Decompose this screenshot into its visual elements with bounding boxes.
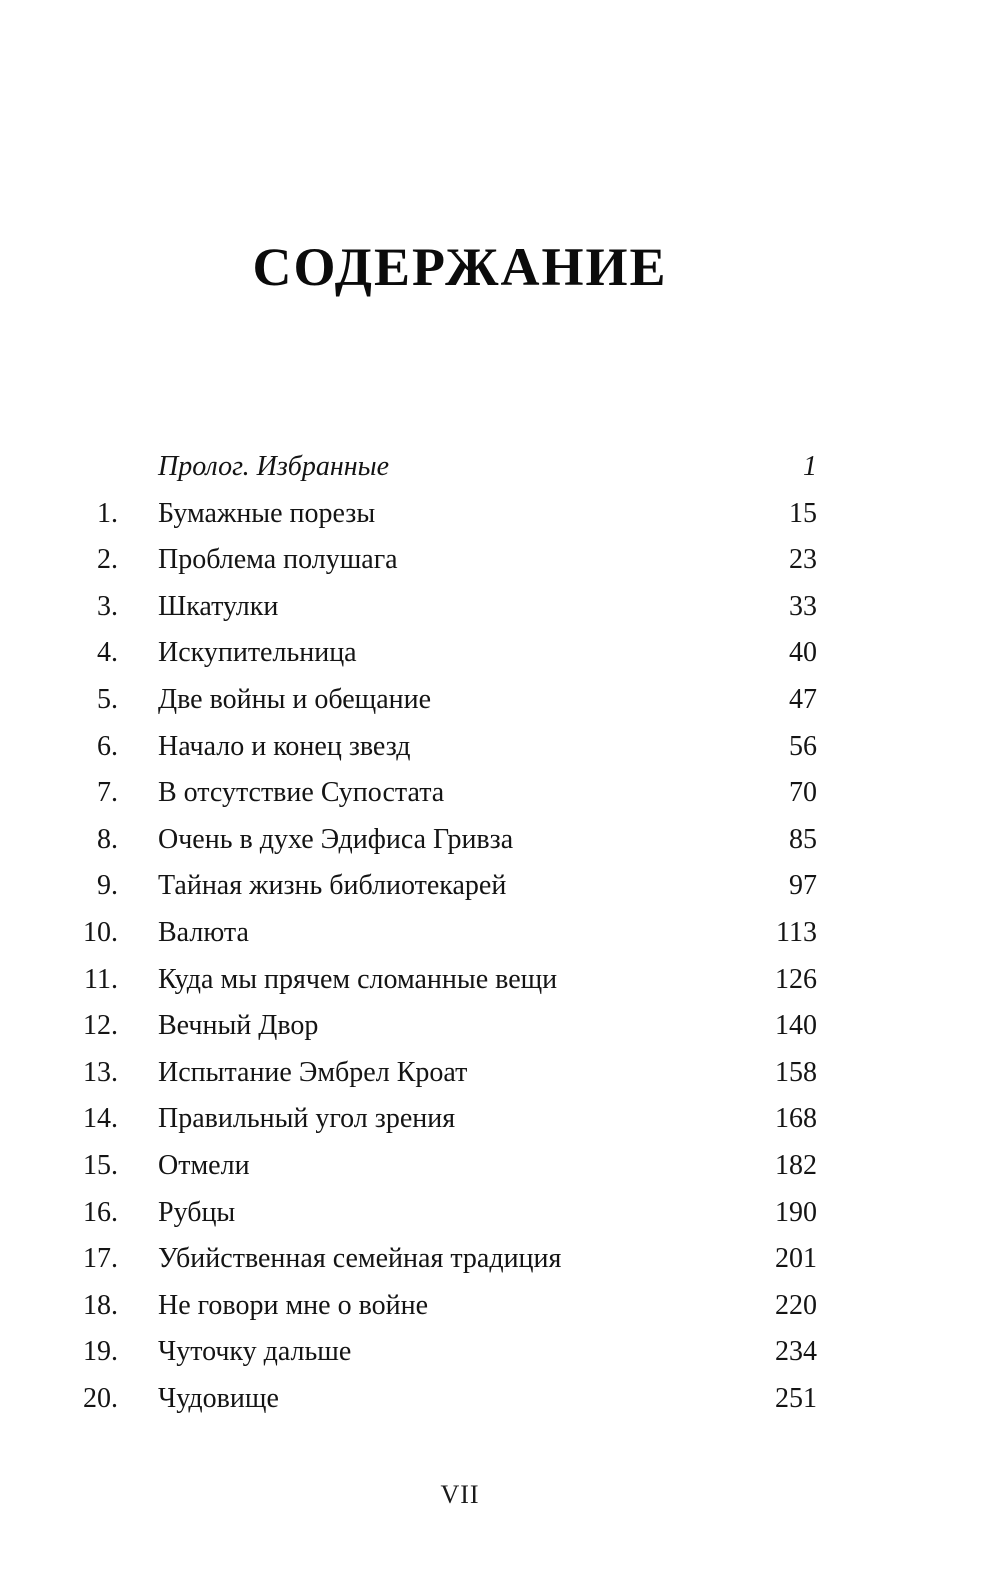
toc-row xyxy=(0,677,1000,724)
toc-chapter-number: 10. xyxy=(83,916,118,948)
toc-chapter-number: 2. xyxy=(97,544,118,576)
toc-chapter-title: Проблема полушага xyxy=(158,544,398,576)
toc-chapter-title: Очень в духе Эдифиса Гривза xyxy=(158,823,514,855)
toc-row xyxy=(0,910,1000,957)
toc-chapter-title: Куда мы прячем сломанные вещи xyxy=(158,963,558,995)
toc-row xyxy=(0,491,1000,538)
toc-chapter-title: Убийственная семейная традиция xyxy=(158,1243,562,1275)
toc-page-number: 15 xyxy=(789,497,817,529)
toc-chapter-title: Не говори мне о войне xyxy=(158,1289,429,1321)
toc-page-number: 70 xyxy=(789,777,817,809)
toc-chapter-title: Начало и конец звезд xyxy=(158,730,411,762)
toc-page-number: 182 xyxy=(775,1149,817,1181)
toc-chapter-number: 9. xyxy=(97,870,118,902)
toc-chapter-number: 5. xyxy=(97,683,118,715)
toc-page-number: 56 xyxy=(789,730,817,762)
toc-row xyxy=(0,817,1000,864)
toc-chapter-number: 8. xyxy=(97,823,118,855)
toc-page-number: 220 xyxy=(775,1289,817,1321)
page-folio: VII xyxy=(440,1480,480,1509)
page-title: СОДЕРЖАНИЕ xyxy=(252,237,668,297)
table-of-contents xyxy=(0,444,1000,1422)
toc-page-number: 33 xyxy=(789,590,817,622)
toc-chapter-number: 18. xyxy=(83,1289,118,1321)
toc-page-number: 234 xyxy=(775,1336,817,1368)
toc-row xyxy=(0,1050,1000,1097)
toc-chapter-number: 20. xyxy=(83,1382,118,1414)
toc-chapter-number: 4. xyxy=(97,637,118,669)
toc-chapter-title: Пролог. Избранные xyxy=(158,451,390,482)
toc-row xyxy=(0,1143,1000,1190)
toc-page-number: 1 xyxy=(803,451,817,482)
toc-page-number: 113 xyxy=(776,916,817,948)
toc-chapter-number: 7. xyxy=(97,777,118,809)
toc-page-number: 97 xyxy=(789,870,817,902)
toc-row xyxy=(0,863,1000,910)
toc-chapter-number: 13. xyxy=(83,1056,118,1088)
toc-page-number: 168 xyxy=(775,1103,817,1135)
toc-row xyxy=(0,537,1000,584)
toc-chapter-number: 1. xyxy=(97,497,118,529)
toc-page-number: 251 xyxy=(775,1382,817,1414)
toc-chapter-title: Бумажные порезы xyxy=(158,497,376,529)
toc-chapter-title: Чудовище xyxy=(158,1382,279,1414)
toc-chapter-title: Вечный Двор xyxy=(158,1010,319,1042)
toc-page-number: 158 xyxy=(775,1056,817,1088)
toc-row-prologue xyxy=(0,444,1000,491)
toc-chapter-title: Правильный угол зрения xyxy=(158,1103,456,1135)
toc-row xyxy=(0,1096,1000,1143)
toc-chapter-title: Искупительница xyxy=(158,637,357,669)
toc-chapter-title: Отмели xyxy=(158,1149,250,1181)
toc-row xyxy=(0,630,1000,677)
toc-chapter-title: Испытание Эмбрел Кроат xyxy=(158,1056,468,1088)
toc-row xyxy=(0,1376,1000,1423)
toc-page-number: 140 xyxy=(775,1010,817,1042)
toc-chapter-title: В отсутствие Супостата xyxy=(158,777,445,809)
toc-row xyxy=(0,1190,1000,1237)
toc-row xyxy=(0,724,1000,771)
toc-row xyxy=(0,770,1000,817)
toc-row xyxy=(0,1283,1000,1330)
toc-page-number: 201 xyxy=(775,1243,817,1275)
toc-chapter-title: Две войны и обещание xyxy=(158,683,432,715)
toc-page-number: 23 xyxy=(789,544,817,576)
toc-chapter-number: 11. xyxy=(84,963,118,995)
toc-page-number: 190 xyxy=(775,1196,817,1228)
toc-page-number: 126 xyxy=(775,963,817,995)
toc-chapter-number: 16. xyxy=(83,1196,118,1228)
toc-chapter-number: 15. xyxy=(83,1149,118,1181)
toc-row xyxy=(0,1236,1000,1283)
toc-chapter-title: Рубцы xyxy=(158,1196,236,1228)
toc-page-number: 40 xyxy=(789,637,817,669)
toc-row xyxy=(0,584,1000,631)
toc-row xyxy=(0,1329,1000,1376)
toc-chapter-number: 3. xyxy=(97,590,118,622)
toc-page-number: 47 xyxy=(789,683,817,715)
toc-chapter-number: 14. xyxy=(83,1103,118,1135)
toc-row xyxy=(0,1003,1000,1050)
toc-chapter-title: Валюта xyxy=(158,916,249,948)
toc-chapter-number: 12. xyxy=(83,1010,118,1042)
toc-chapter-title: Тайная жизнь библиотекарей xyxy=(158,870,507,902)
toc-chapter-number: 17. xyxy=(83,1243,118,1275)
toc-chapter-title: Чуточку дальше xyxy=(158,1336,352,1368)
toc-chapter-number: 19. xyxy=(83,1336,118,1368)
toc-row xyxy=(0,957,1000,1004)
toc-chapter-number: 6. xyxy=(97,730,118,762)
toc-page-number: 85 xyxy=(789,823,817,855)
toc-chapter-title: Шкатулки xyxy=(158,590,279,622)
